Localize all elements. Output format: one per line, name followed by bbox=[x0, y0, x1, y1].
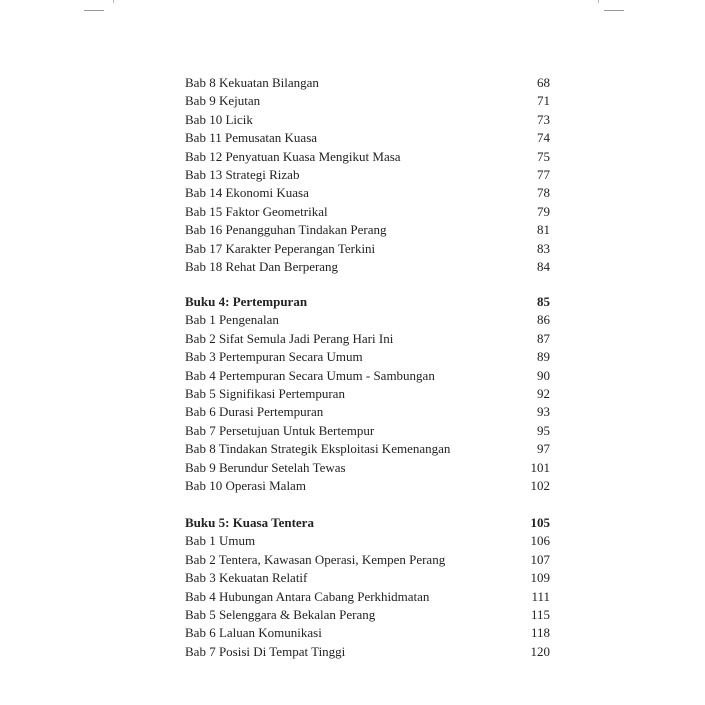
toc-entry bbox=[185, 403, 550, 421]
toc-entry-title: Bab 13 Strategi Rizab bbox=[185, 166, 300, 182]
toc-entry bbox=[185, 643, 550, 661]
toc-entry-page: 89 bbox=[537, 349, 550, 365]
toc-entry-title: Bab 1 Pengenalan bbox=[185, 312, 279, 328]
toc-entry-page: 111 bbox=[531, 588, 550, 604]
toc-entry bbox=[185, 606, 550, 624]
toc-entry-page: 84 bbox=[537, 258, 550, 274]
toc-entry-page: 68 bbox=[537, 75, 550, 90]
toc-entry-page: 106 bbox=[530, 533, 550, 549]
toc-entry-title: Bab 10 Operasi Malam bbox=[185, 477, 306, 493]
toc-entry-page: 107 bbox=[530, 551, 550, 567]
toc-entry-page: 101 bbox=[530, 459, 550, 475]
toc-entry-page: 92 bbox=[537, 385, 550, 401]
toc-entry-title: Bab 7 Posisi Di Tempat Tinggi bbox=[185, 643, 346, 659]
toc-entry-title: Bab 12 Penyatuan Kuasa Mengikut Masa bbox=[185, 148, 401, 164]
toc-entry bbox=[185, 422, 550, 440]
toc-entry-title: Bab 1 Umum bbox=[185, 533, 256, 549]
toc-entry-title: Bab 3 Kekuatan Relatif bbox=[185, 570, 308, 586]
toc-entry-title: Bab 17 Karakter Peperangan Terkini bbox=[185, 240, 376, 256]
toc-entry bbox=[185, 74, 550, 92]
toc-entry bbox=[185, 569, 550, 587]
toc-entry-title: Bab 6 Durasi Pertempuran bbox=[185, 404, 324, 420]
toc-entry-title: Bab 7 Persetujuan Untuk Bertempur bbox=[185, 422, 375, 438]
crop-mark-left bbox=[84, 10, 104, 11]
toc-entry-page: 73 bbox=[537, 111, 550, 127]
toc-entry-title: Bab 9 Berundur Setelah Tewas bbox=[185, 459, 346, 475]
toc-entry bbox=[185, 221, 550, 239]
toc-entry-page: 85 bbox=[537, 294, 550, 309]
toc-entry-title: Bab 18 Rehat Dan Berperang bbox=[185, 258, 339, 274]
toc-entry bbox=[185, 111, 550, 129]
toc-entry bbox=[185, 348, 550, 366]
toc-entry-page: 105 bbox=[530, 515, 550, 530]
toc-entry-title: Bab 15 Faktor Geometrikal bbox=[185, 203, 328, 219]
toc-entry-title: Bab 2 Sifat Semula Jadi Perang Hari Ini bbox=[185, 330, 394, 346]
toc-section-continued bbox=[185, 74, 550, 276]
toc-entry-page: 95 bbox=[537, 422, 550, 438]
toc-entry bbox=[185, 385, 550, 403]
toc-section-book5 bbox=[185, 514, 550, 661]
toc-entry-page: 97 bbox=[537, 441, 550, 457]
toc-entry-title: Bab 16 Penangguhan Tindakan Perang bbox=[185, 222, 387, 238]
toc-entry-page: 118 bbox=[530, 625, 550, 641]
toc-entry-title: Bab 8 Kekuatan Bilangan bbox=[185, 75, 319, 90]
toc-entry-page: 78 bbox=[537, 185, 550, 201]
toc-entry-title: Bab 5 Signifikasi Pertempuran bbox=[185, 385, 345, 401]
toc-entry bbox=[185, 166, 550, 184]
toc-entry-page: 109 bbox=[530, 570, 550, 586]
toc-entry-page: 90 bbox=[537, 367, 550, 383]
toc-entry-title: Bab 3 Pertempuran Secara Umum bbox=[185, 349, 363, 365]
toc-entry bbox=[185, 129, 550, 147]
toc-entry-title: Bab 6 Laluan Komunikasi bbox=[185, 625, 322, 641]
toc-entry-page: 93 bbox=[537, 404, 550, 420]
toc-entry-page: 74 bbox=[537, 130, 550, 146]
crop-tick-right bbox=[598, 0, 599, 3]
toc-entry bbox=[185, 551, 550, 569]
toc-entry-title: Bab 14 Ekonomi Kuasa bbox=[185, 185, 309, 201]
toc-entry bbox=[185, 148, 550, 166]
toc-entry-page: 71 bbox=[537, 93, 550, 109]
toc-entry bbox=[185, 459, 550, 477]
toc-section-book4 bbox=[185, 293, 550, 495]
toc-entry-page: 115 bbox=[530, 606, 550, 622]
toc-entry-title: Bab 11 Pemusatan Kuasa bbox=[185, 130, 318, 146]
toc-entry bbox=[185, 258, 550, 276]
toc-entry-page: 86 bbox=[537, 312, 550, 328]
toc-entry-page: 77 bbox=[537, 166, 550, 182]
toc-entry bbox=[185, 532, 550, 550]
crop-tick-left bbox=[113, 0, 114, 3]
toc-entry bbox=[185, 311, 550, 329]
toc-entry-title: Buku 4: Pertempuran bbox=[185, 294, 308, 309]
toc-entry bbox=[185, 184, 550, 202]
toc-entry-title: Bab 8 Tindakan Strategik Eksploitasi Kemenangan bbox=[185, 441, 451, 457]
toc-entry bbox=[185, 330, 550, 348]
toc-entry bbox=[185, 588, 550, 606]
toc-entry-title: Bab 10 Licik bbox=[185, 111, 253, 127]
toc-heading bbox=[185, 293, 550, 311]
toc-entry-title: Bab 4 Hubungan Antara Cabang Perkhidmatan bbox=[185, 588, 430, 604]
toc-entry bbox=[185, 92, 550, 110]
toc-entry-page: 75 bbox=[537, 148, 550, 164]
toc-entry-page: 120 bbox=[530, 643, 550, 659]
toc-entry-page: 79 bbox=[537, 203, 550, 219]
crop-mark-right bbox=[604, 10, 624, 11]
toc-entry bbox=[185, 440, 550, 458]
toc-entry-title: Bab 9 Kejutan bbox=[185, 93, 261, 109]
toc-entry-page: 81 bbox=[537, 222, 550, 238]
toc-entry-page: 87 bbox=[537, 330, 550, 346]
toc-entry-title: Buku 5: Kuasa Tentera bbox=[185, 515, 314, 530]
toc-entry-page: 102 bbox=[530, 477, 550, 493]
toc-entry bbox=[185, 240, 550, 258]
toc-entry bbox=[185, 624, 550, 642]
toc-entry bbox=[185, 203, 550, 221]
toc-entry-title: Bab 2 Tentera, Kawasan Operasi, Kempen Perang bbox=[185, 551, 446, 567]
toc-heading bbox=[185, 514, 550, 532]
toc-entry-title: Bab 4 Pertempuran Secara Umum - Sambungan bbox=[185, 367, 435, 383]
toc-entry-page: 83 bbox=[537, 240, 550, 256]
toc-entry-title: Bab 5 Selenggara & Bekalan Perang bbox=[185, 606, 376, 622]
toc-entry bbox=[185, 477, 550, 495]
toc-entry bbox=[185, 367, 550, 385]
